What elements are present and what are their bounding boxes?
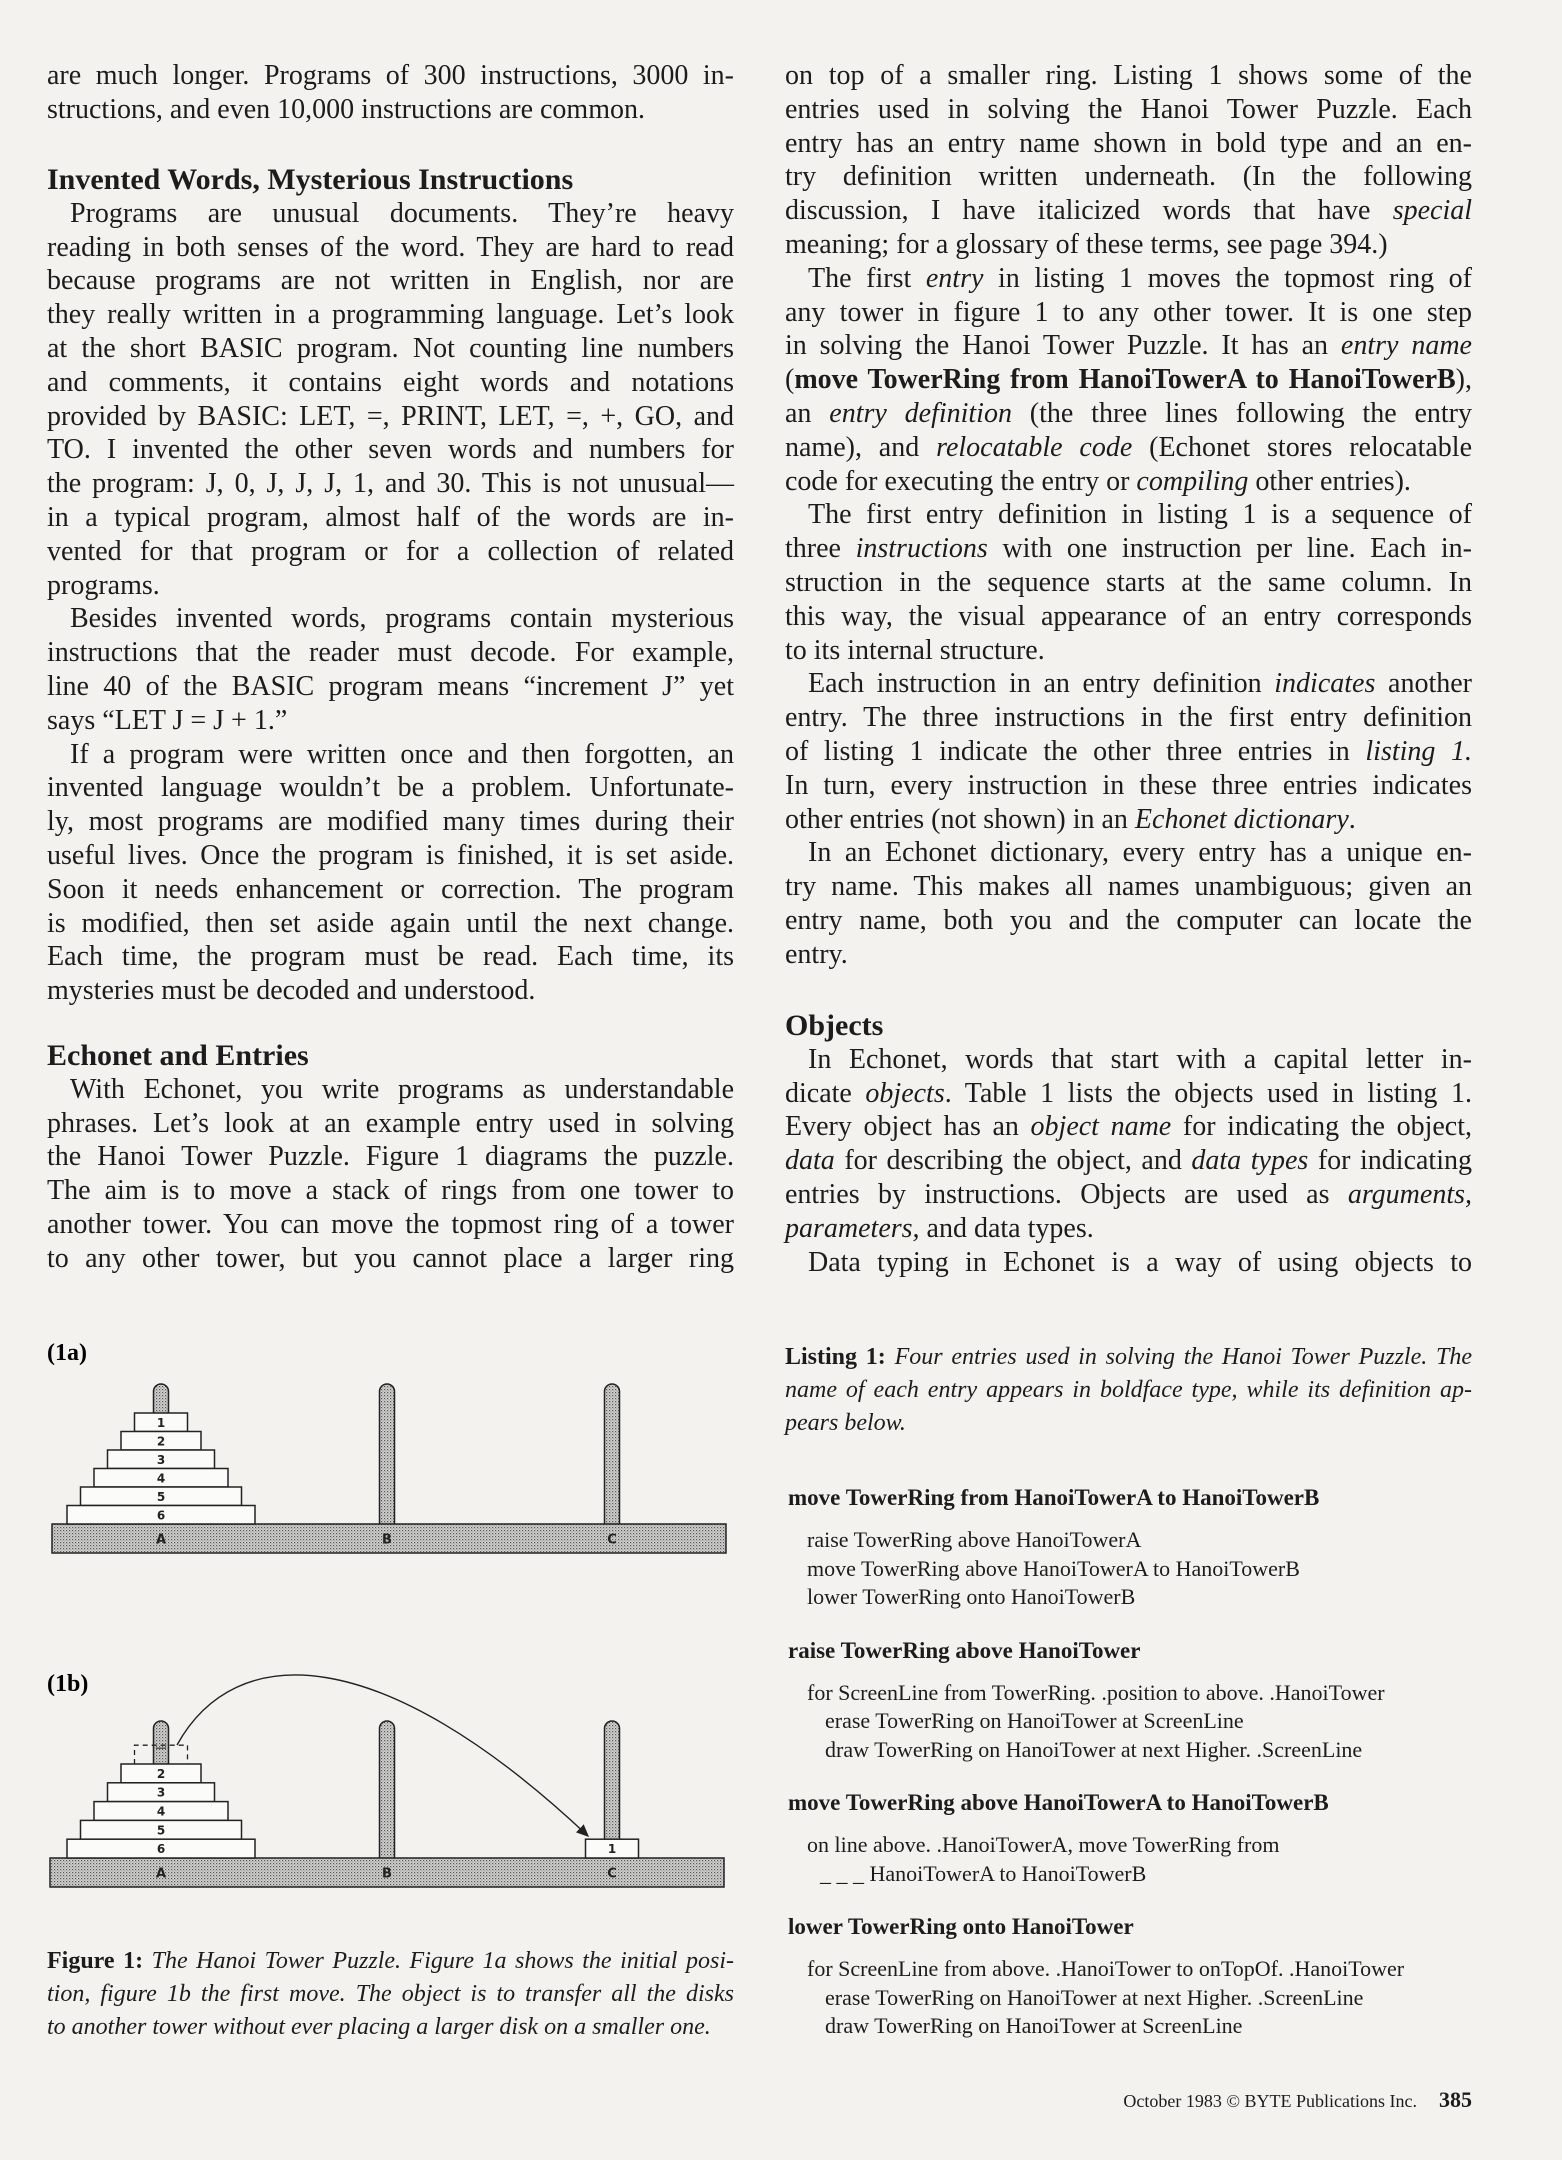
text-line: invented language wouldn’t be a problem. Unfortunate-	[47, 772, 734, 804]
listing-entry	[788, 1483, 1488, 1612]
caption-label: Listing 1:	[785, 1344, 895, 1370]
italic-term: arguments,	[1347, 1178, 1472, 1210]
text-line: structions, and even 10,000 instructions are common.	[47, 93, 645, 125]
ring-number: 2	[156, 1434, 166, 1449]
code-listing	[788, 1483, 1488, 2041]
text-line: Programs are unusual documents. They’re heavy	[70, 197, 734, 229]
text-line: Besides invented words, programs contain mysterious	[70, 603, 734, 635]
text-line: provided by BASIC: LET, =, PRINT, LET, =, +, GO, and	[47, 400, 734, 432]
text-line: because programs are not written in English, nor are	[47, 265, 734, 297]
tower-label: A	[155, 1532, 167, 1548]
caption-line: to another tower without ever placing a larger disk on a smaller one.	[47, 2014, 711, 2040]
text-line: useful lives. Once the program is finished, it is set aside.	[47, 839, 734, 871]
italic-term: object name	[1030, 1111, 1172, 1143]
ring-number: 4	[156, 1471, 166, 1486]
listing-entry	[788, 1636, 1488, 1765]
italic-term: Echonet dictionary	[1134, 803, 1349, 835]
text-line: (move TowerRing from HanoiTowerA to HanoiTowerB),	[785, 364, 1472, 396]
panel-label: (1a)	[47, 1340, 87, 1366]
text-line: and comments, it contains eight words and notations	[47, 366, 734, 398]
ring-number: 5	[156, 1823, 166, 1838]
footer-credit: October 1983 © BYTE Publications Inc.	[1123, 2091, 1417, 2111]
caption-line: tion, figure 1b the first move. The object is to transfer all the disks	[47, 1981, 734, 2007]
text-line: programs.	[47, 569, 160, 601]
entry-definition-line: for ScreenLine from above. .HanoiTower to onTopOf. .HanoiTower	[807, 1956, 1405, 1981]
italic-term: instructions	[855, 533, 988, 565]
text-line: dicate objects. Table 1 lists the objects used in listing 1.	[785, 1077, 1472, 1109]
text-line: try definition written underneath. (In the following	[785, 161, 1472, 193]
text-line: in solving the Hanoi Tower Puzzle. It has an entry name	[785, 330, 1472, 362]
entry-definition-line: for ScreenLine from TowerRing. .position to above. .HanoiTower	[807, 1679, 1385, 1705]
text-line: TO. I invented the other seven words and numbers for	[47, 434, 734, 466]
panel-label: (1b)	[47, 1671, 89, 1697]
text-line: mysteries must be decoded and understood.	[47, 975, 536, 1007]
text-line: meaning; for a glossary of these terms, see page 394.)	[785, 228, 1388, 260]
caption-line: pears below.	[785, 1410, 906, 1436]
text-line: reading in both senses of the word. They are hard to read	[47, 231, 734, 263]
figure-caption	[47, 1945, 734, 2044]
text-line: Data typing in Echonet is a way of using objects to	[808, 1246, 1472, 1278]
caption-line: name of each entry appears in boldface type, while its definition ap-	[785, 1377, 1472, 1403]
tower-label: B	[382, 1866, 392, 1882]
text-line: discussion, I have italicized words that have special	[785, 195, 1472, 227]
text-line: In turn, every instruction in these three entries indicates	[785, 769, 1472, 801]
right-column-section-objects	[785, 1009, 1472, 1279]
entry-name: raise TowerRing above HanoiTower	[788, 1637, 1141, 1663]
text-line: instructions that the reader must decode. For example,	[47, 637, 734, 669]
text-line: With Echonet, you write programs as understandable	[70, 1073, 734, 1105]
italic-term: listing 1.	[1365, 735, 1472, 767]
text-line: are much longer. Programs of 300 instructions, 3000 in-	[47, 60, 734, 91]
text-line: try name. This makes all names unambiguous; given an	[785, 871, 1472, 903]
italic-term: compiling	[1136, 465, 1249, 497]
ring-number: 6	[156, 1842, 166, 1857]
text-line: phrases. Let’s look at an example entry used in solving	[47, 1107, 734, 1139]
tower-label: C	[607, 1532, 617, 1548]
section-heading: Invented Words, Mysterious Instructions	[47, 163, 574, 196]
text-line: they really written in a programming language. Let’s look	[47, 299, 734, 331]
tower-peg	[380, 1721, 395, 1866]
text-line: code for executing the entry or compiling other entries).	[785, 465, 1411, 497]
text-line: vented for that program or for a collection of related	[47, 535, 734, 567]
paragraph	[785, 1246, 1472, 1280]
text-line: another tower. You can move the topmost ring of a tower	[47, 1208, 734, 1240]
page-number: 385	[1439, 2087, 1472, 2112]
text-line: the Hanoi Tower Puzzle. Figure 1 diagrams the puzzle.	[47, 1141, 734, 1173]
tower-peg	[380, 1384, 395, 1532]
text-line: of listing 1 indicate the other three entries in listing 1.	[785, 735, 1472, 767]
listing-caption	[785, 1341, 1472, 1440]
italic-term: parameters,	[785, 1212, 920, 1244]
right-column-body	[785, 59, 1472, 972]
text-line: an entry definition (the three lines following the entry	[785, 397, 1472, 429]
text-line: entry has an entry name shown in bold type and an en-	[785, 127, 1472, 159]
hanoi-tower-figure	[0, 0, 760, 1940]
ring-number: 2	[156, 1766, 166, 1781]
text-line: to its internal structure.	[785, 634, 1045, 666]
italic-term: indicates	[1274, 668, 1376, 700]
text-line: other entries (not shown) in an Echonet dictionary.	[785, 803, 1356, 835]
text-line: Each instruction in an entry definition indicates another	[808, 668, 1472, 700]
caption-line: Listing 1: Four entries used in solving the Hanoi Tower Puzzle. The	[785, 1344, 1473, 1370]
paragraph	[785, 59, 1472, 262]
entry-definition-line: erase TowerRing on HanoiTower at ScreenLine	[825, 1708, 1244, 1733]
entry-name: move TowerRing above HanoiTowerA to HanoiTowerB	[788, 1790, 1329, 1815]
entry-name: lower TowerRing onto HanoiTower	[788, 1914, 1134, 1939]
text-line: In Echonet, words that start with a capital letter in-	[808, 1043, 1472, 1075]
entry-definition-line: _ _ _ HanoiTowerA to HanoiTowerB	[820, 1860, 1147, 1886]
entry-definition-line: draw TowerRing on HanoiTower at next Higher. .ScreenLine	[825, 1736, 1363, 1762]
text-line: entry.	[785, 938, 848, 970]
italic-term: data	[785, 1145, 835, 1177]
paragraph	[785, 836, 1472, 971]
paragraph	[785, 498, 1472, 667]
ring-number: 3	[156, 1785, 166, 1800]
paragraph	[785, 667, 1472, 836]
listing-entry	[788, 1912, 1488, 2041]
entry-definition-line: draw TowerRing on HanoiTower at ScreenLine	[825, 2013, 1243, 2038]
ring-number: 4	[156, 1804, 166, 1819]
entry-definition-line: raise TowerRing above HanoiTowerA	[807, 1527, 1142, 1552]
text-line: data for describing the object, and data types for indicating	[785, 1145, 1472, 1177]
text-line: If a program were written once and then forgotten, an	[70, 738, 734, 770]
italic-term: objects	[865, 1077, 945, 1109]
italic-term: data types	[1191, 1145, 1309, 1177]
text-line: line 40 of the BASIC program means “increment J” yet	[47, 670, 734, 702]
text-line: name), and relocatable code (Echonet stores relocatable	[785, 431, 1473, 463]
text-line: ly, most programs are modified many times during their	[47, 806, 734, 838]
text-line: says “LET J = J + 1.”	[47, 704, 288, 736]
listing-entry	[788, 1788, 1488, 1888]
ring-number: 1	[156, 1415, 166, 1430]
text-line: three instructions with one instruction per line. Each in-	[785, 533, 1472, 565]
paragraph	[785, 262, 1472, 499]
bold-term: move TowerRing from HanoiTowerA to HanoiTowerB	[794, 364, 1456, 396]
section-heading: Echonet and Entries	[47, 1039, 309, 1072]
tower-label: B	[382, 1532, 392, 1548]
text-line: entries used in solving the Hanoi Tower Puzzle. Each	[785, 93, 1472, 125]
text-line: any tower in figure 1 to any other tower. It is one step	[785, 296, 1472, 328]
text-line: at the short BASIC program. Not counting line numbers	[47, 332, 734, 364]
text-line: Each time, the program must be read. Each time, its	[47, 941, 734, 973]
entry-definition-line: lower TowerRing onto HanoiTowerB	[807, 1584, 1136, 1609]
caption-line: Figure 1: The Hanoi Tower Puzzle. Figure 1a shows the initial posi-	[47, 1948, 734, 1974]
entry-definition-line: move TowerRing above HanoiTowerA to HanoiTowerB	[807, 1555, 1300, 1581]
paragraph	[785, 1043, 1472, 1246]
text-line: The first entry definition in listing 1 is a sequence of	[808, 499, 1472, 531]
text-line: entry. The three instructions in the first entry definition	[785, 702, 1472, 734]
entry-definition-line: erase TowerRing on HanoiTower at next Higher. .ScreenLine	[825, 1984, 1364, 2010]
caption-label: Figure 1:	[47, 1948, 152, 1974]
italic-term: relocatable code	[936, 431, 1133, 463]
text-line: Soon it needs enhancement or correction. The program	[47, 873, 734, 905]
text-line: to any other tower, but you cannot place a larger ring	[47, 1242, 734, 1274]
ring-number: 3	[156, 1452, 166, 1467]
section-heading: Objects	[785, 1009, 884, 1042]
text-line: In an Echonet dictionary, every entry has a unique en-	[808, 837, 1472, 869]
italic-term: entry name	[1340, 330, 1472, 362]
entry-definition-line: on line above. .HanoiTowerA, move TowerRing from	[807, 1832, 1280, 1857]
text-line: is modified, then set aside again until the next change.	[47, 907, 734, 939]
text-line: the program: J, 0, J, J, J, 1, and 30. This is not unusual—	[47, 468, 734, 500]
text-line: this way, the visual appearance of an entry corresponds	[785, 600, 1472, 632]
italic-term: special	[1392, 195, 1472, 227]
text-line: parameters, and data types.	[785, 1212, 1094, 1244]
text-line: in a typical program, almost half of the words are in-	[47, 501, 734, 533]
text-line: Every object has an object name for indicating the object,	[785, 1111, 1473, 1143]
italic-term: entry	[925, 262, 984, 294]
text-line: on top of a smaller ring. Listing 1 shows some of the	[785, 60, 1472, 91]
italic-term: entry definition	[829, 397, 1012, 429]
page-footer	[1100, 2085, 1472, 2115]
entry-name: move TowerRing from HanoiTowerA to HanoiTowerB	[788, 1485, 1320, 1510]
text-line: The first entry in listing 1 moves the topmost ring of	[808, 262, 1473, 294]
tower-label: A	[155, 1866, 167, 1882]
text-line: struction in the sequence starts at the same column. In	[785, 566, 1472, 598]
text-line: The aim is to move a stack of rings from one tower to	[47, 1175, 734, 1207]
text-line: entries by instructions. Objects are used as arguments,	[785, 1178, 1472, 1210]
text-line: entry name, both you and the computer can locate the	[785, 904, 1472, 936]
ring-number: 6	[156, 1508, 166, 1523]
tower-peg	[605, 1384, 620, 1532]
tower-label: C	[607, 1866, 617, 1882]
ring-number: 5	[156, 1489, 166, 1504]
ring-number: 1	[607, 1842, 617, 1857]
